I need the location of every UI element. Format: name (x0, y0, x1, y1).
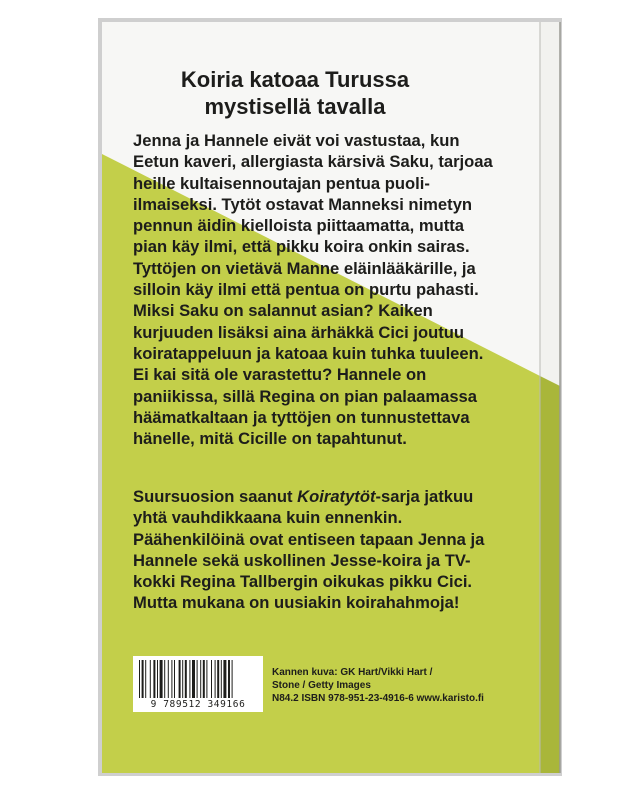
blurb-line: Eetun kaveri, allergiasta kärsivä Saku, tarjoaa (133, 152, 493, 172)
blurb-line: ilmaiseksi. Tytöt ostavat Manneksi nimetyn (133, 194, 473, 214)
blurb-paragraph-1 (133, 130, 533, 449)
blurb-line: Jenna ja Hannele eivät voi vastustaa, kun (133, 131, 460, 150)
blurb-line: Mutta mukana on uusiakin koirahahmoja! (133, 593, 460, 613)
title-line-1: Koiria katoaa Turussa (180, 67, 410, 92)
series-name: Koiratytöt (297, 487, 376, 506)
blurb-line: Ei kai sitä ole varastettu? Hannele on (133, 365, 427, 385)
blurb-line: kurjuuden lisäksi aina ärhäkkä Cici joutuu (133, 322, 465, 342)
series-text-before: Suursuosion saanut (133, 487, 298, 506)
blurb-line: Miksi Saku on salannut asian? Kaiken (133, 301, 433, 321)
blurb-line: hänelle, mitä Cicille on tapahtunut. (133, 429, 407, 449)
blurb-line: paniikissa, sillä Regina on pian palaamassa (133, 386, 478, 406)
blurb-line: yhtä vauhdikkaana kuin ennenkin. (133, 508, 403, 528)
cover-credits (272, 666, 522, 705)
blurb-line: häämatkaltaan ja tyttöjen on tunnustettava (133, 407, 470, 427)
blurb-line: heille kultaisennoutajan pentua puoli- (133, 173, 430, 193)
credits-line: N84.2 ISBN 978-951-23-4916-6 www.karisto.fi (272, 693, 484, 704)
barcode-digits: 9 789512 349166 (150, 699, 246, 710)
page-title (110, 66, 480, 120)
credits-line: Stone / Getty Images (272, 680, 371, 691)
blurb-line: kokki Regina Tallbergin oikukas pikku Cici. (133, 572, 473, 592)
blurb-paragraph-2 (133, 486, 533, 614)
blurb-line: silloin käy ilmi että pentua on purtu pahasti. (133, 280, 479, 300)
series-text-after: -sarja jatkuu (375, 487, 474, 506)
title-line-2: mystisellä tavalla (204, 94, 386, 119)
blurb-line: Tyttöjen on vietävä Manne eläinlääkärille, ja (133, 258, 476, 278)
credits-line: Kannen kuva: GK Hart/Vikki Hart / (272, 667, 433, 678)
barcode-label (133, 656, 263, 712)
blurb-line: koiratappeluun ja katoaa kuin tuhka tuuleen. (133, 343, 484, 363)
blurb-line-series (133, 486, 533, 507)
blurb-line: pennun äidin kielloista piittaamatta, mutta (133, 216, 464, 236)
blurb-line: Päähenkilöinä ovat entiseen tapaan Jenna ja (133, 529, 485, 549)
spine-title-faint (541, 60, 555, 500)
blurb-line: Hannele sekä uskollinen Jesse-koira ja TV- (133, 550, 471, 570)
blurb-line: pian käy ilmi, että pikku koira onkin sairas. (133, 237, 470, 257)
